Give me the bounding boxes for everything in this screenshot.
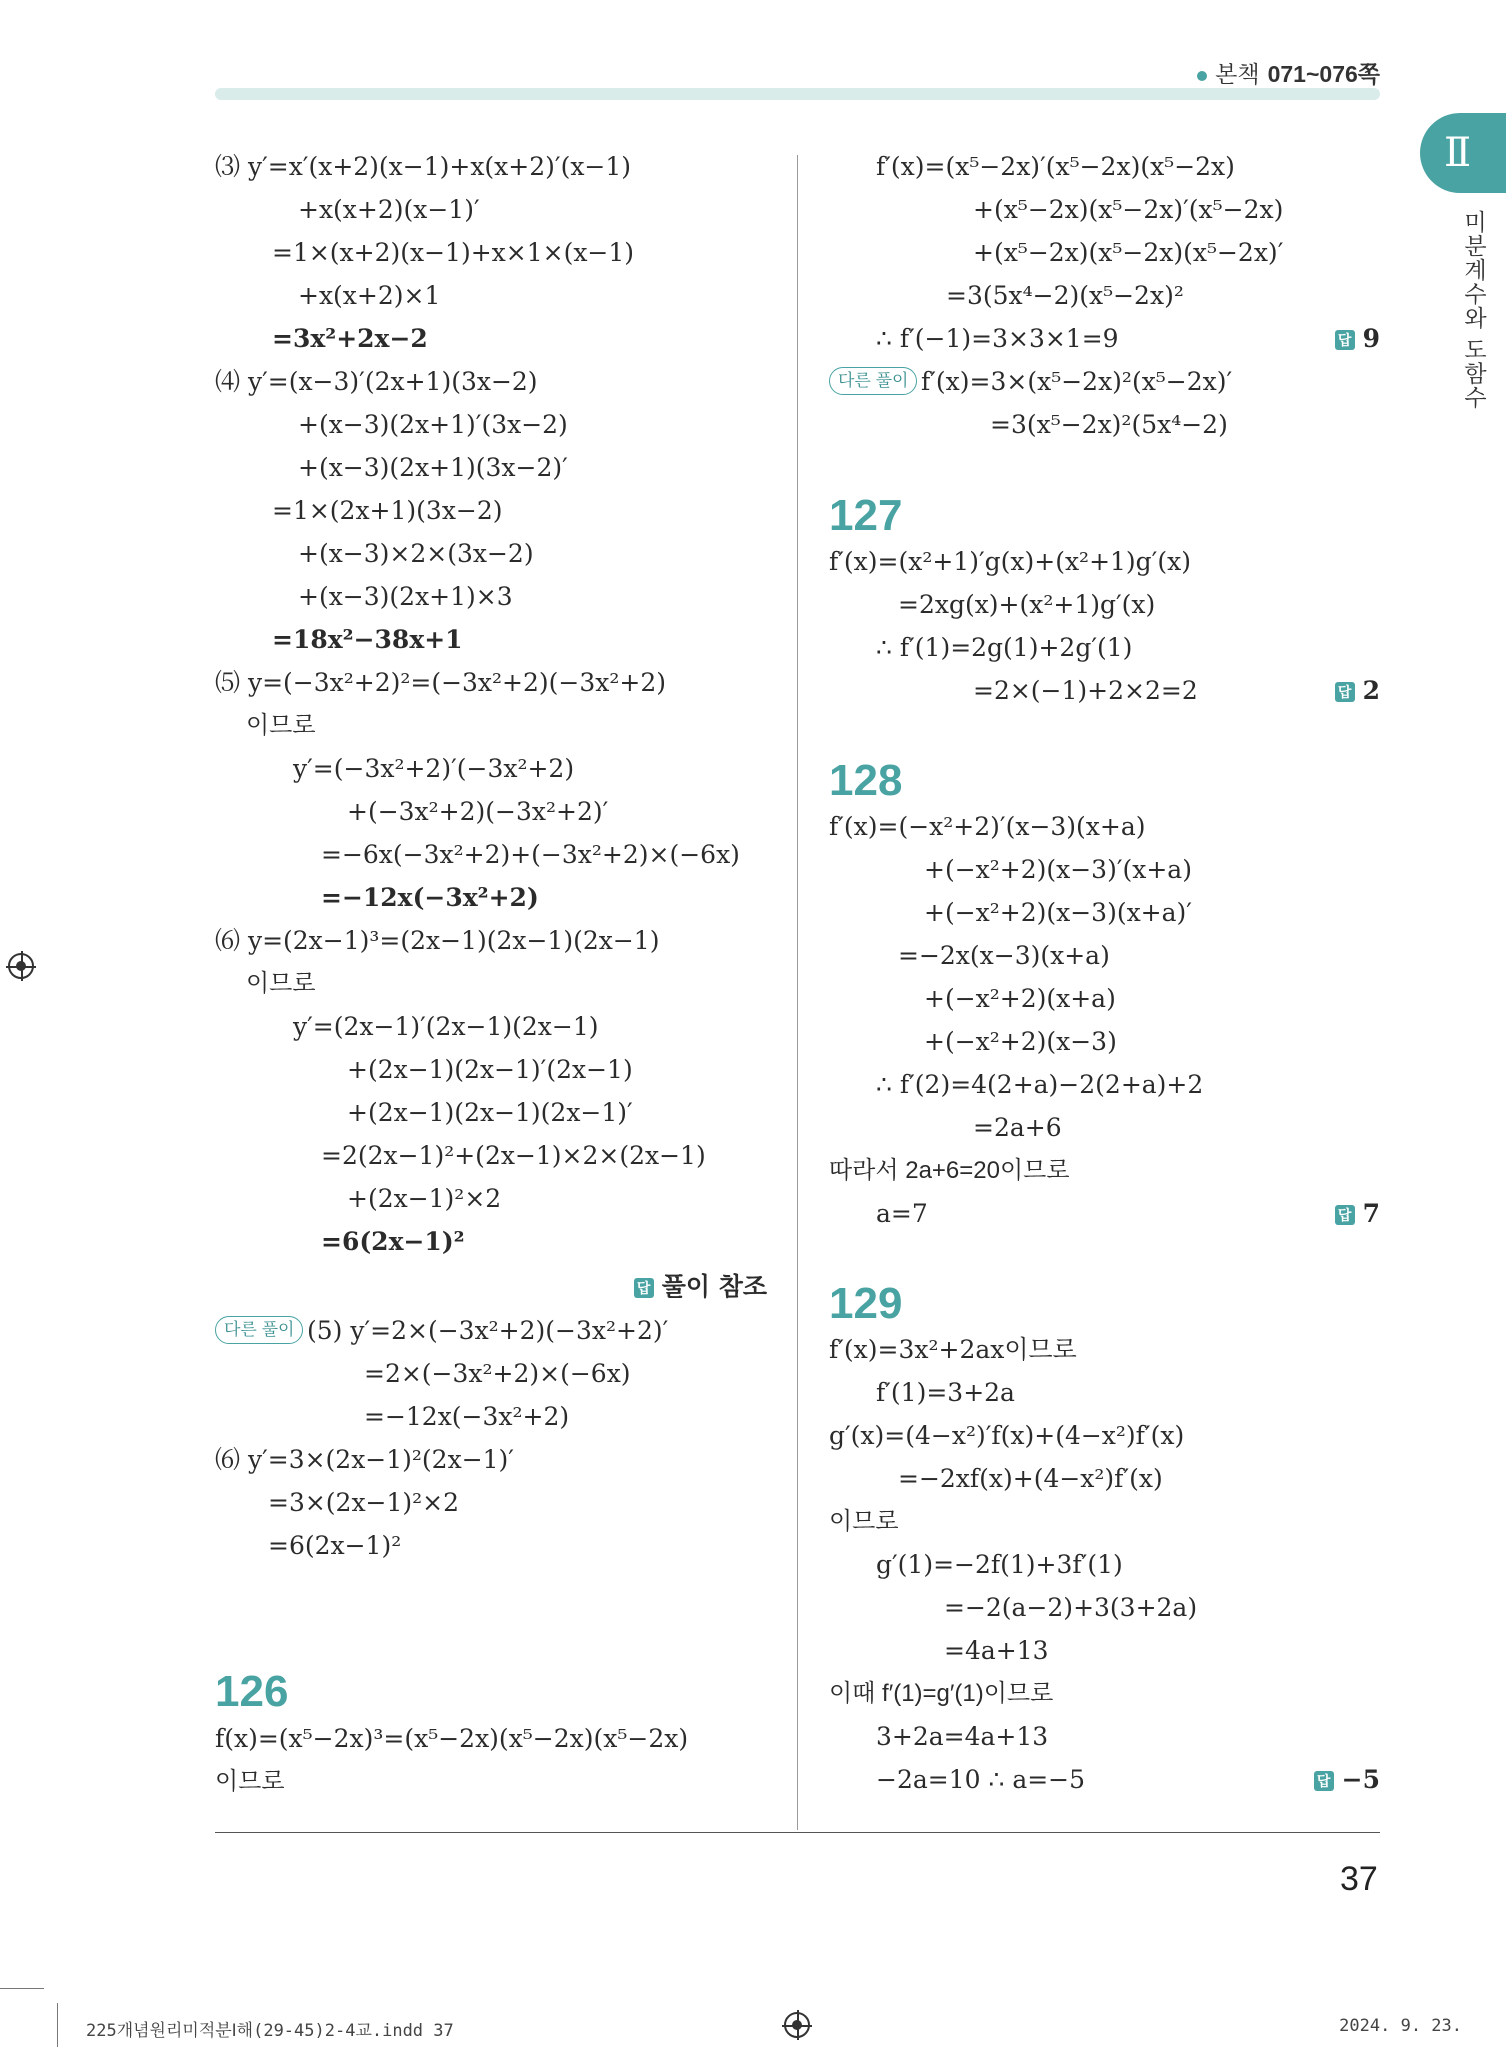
solution-line: 이므로 [829, 1508, 899, 1535]
page-range: 071~076쪽 [1267, 61, 1380, 87]
answer-tag-icon: 답 [634, 1278, 654, 1298]
answer-value: 7 [1362, 1199, 1380, 1228]
solution-line: ⑹ y′=3×(2x−1)²(2x−1)′ [215, 1445, 514, 1474]
problem-number: 126 [215, 1667, 289, 1716]
solution-line: f′(1)=3+2a [876, 1378, 1015, 1407]
solution-line: =6(2x−1)² [268, 1531, 402, 1560]
solution-line: =3×(2x−1)²×2 [268, 1488, 460, 1517]
answer-see-solution [634, 1272, 767, 1302]
answer-tag-icon: 답 [1335, 1205, 1355, 1225]
crop-mark [57, 2003, 58, 2047]
solution-line: =2a+6 [973, 1113, 1062, 1142]
solution-line: =1×(x+2)(x−1)+x×1×(x−1) [272, 238, 635, 267]
solution-line: ∴ f′(2)=4(2+a)−2(2+a)+2 [876, 1070, 1204, 1099]
solution-line: =2xg(x)+(x²+1)g′(x) [898, 590, 1156, 619]
problem-number: 128 [829, 756, 903, 805]
solution-result: =−12x(−3x²+2) [321, 883, 539, 912]
page-number: 37 [1340, 1860, 1378, 1898]
solution-line: f′(x)=3×(x⁵−2x)²(x⁵−2x)′ [921, 367, 1233, 396]
solution-line: g′(x)=(4−x²)′f(x)+(4−x²)f′(x) [829, 1421, 1185, 1450]
column-divider [797, 155, 798, 1830]
solution-line: =4a+13 [944, 1636, 1049, 1665]
answer-value: 2 [1362, 676, 1380, 705]
solution-line: −2a=10 ∴ a=−5 [876, 1765, 1086, 1794]
solution-line: ⑶ y′=x′(x+2)(x−1)+x(x+2)′(x−1) [215, 152, 632, 181]
solution-line: =−12x(−3x²+2) [364, 1402, 570, 1431]
solution-result: =18x²−38x+1 [272, 625, 463, 654]
solution-line: +(x⁵−2x)(x⁵−2x)(x⁵−2x)′ [973, 238, 1284, 267]
solution-line: =2(2x−1)²+(2x−1)×2×(2x−1) [321, 1141, 706, 1170]
solution-line: =2×(−3x²+2)×(−6x) [364, 1359, 631, 1388]
solution-line: 이므로 [246, 712, 316, 739]
solution-line: a=7 [876, 1199, 928, 1228]
bottom-rule [215, 1832, 1380, 1833]
book-page-reference [1197, 56, 1380, 89]
solution-line: f′(x)=(x⁵−2x)′(x⁵−2x)(x⁵−2x) [876, 152, 1235, 181]
problem-number: 127 [829, 491, 903, 540]
solution-line: =−2x(x−3)(x+a) [898, 941, 1110, 970]
solution-line: ∴ f′(1)=2g(1)+2g′(1) [876, 633, 1133, 662]
answer-tag-icon: 답 [1335, 682, 1355, 702]
solution-line: =−2(a−2)+3(3+2a) [944, 1593, 1198, 1622]
solution-line: +(2x−1)²×2 [347, 1184, 502, 1213]
solution-line: f′(x)=(−x²+2)′(x−3)(x+a) [829, 812, 1146, 841]
alt-solution-badge: 다른 풀이 [829, 367, 917, 395]
solution-line: +(x⁵−2x)(x⁵−2x)′(x⁵−2x) [973, 195, 1284, 224]
alt-solution-badge: 다른 풀이 [215, 1316, 303, 1344]
solution-result: =6(2x−1)² [321, 1227, 465, 1256]
solution-result: =3x²+2x−2 [272, 324, 428, 353]
solution-line: +(−x²+2)(x−3)′(x+a) [924, 855, 1192, 884]
solution-line: +(−3x²+2)(−3x²+2)′ [347, 797, 609, 826]
solution-line: g′(1)=−2f(1)+3f′(1) [876, 1550, 1123, 1579]
solution-line: 이므로 [246, 970, 316, 997]
solution-line: f′(x)=(x²+1)′g(x)+(x²+1)g′(x) [829, 547, 1191, 576]
solution-line: +(2x−1)(2x−1)(2x−1)′ [347, 1098, 633, 1127]
solution-line: ∴ f′(−1)=3×3×1=9 [876, 324, 1119, 353]
solution-line: 따라서 2a+6=20이므로 [829, 1157, 1070, 1184]
header-bar [215, 88, 1380, 100]
solution-line: +(x−3)(2x+1)′(3x−2) [298, 410, 568, 439]
problem-number: 129 [829, 1279, 903, 1328]
solution-line: =3(5x⁴−2)(x⁵−2x)² [946, 281, 1184, 310]
answer-128 [1335, 1199, 1380, 1229]
bullet-dot-icon [1197, 71, 1207, 81]
solution-line: ⑷ y′=(x−3)′(2x+1)(3x−2) [215, 367, 538, 396]
crop-mark [0, 1988, 44, 1989]
answer-129 [1314, 1765, 1380, 1795]
answer-tag-icon: 답 [1314, 1771, 1334, 1791]
solution-line: +(−x²+2)(x−3) [924, 1027, 1117, 1056]
solution-line: =3(x⁵−2x)²(5x⁴−2) [990, 410, 1228, 439]
footer-date: 2024. 9. 23. [1339, 2016, 1462, 2036]
footer-file-info: 225개념원리미적분Ⅰ해(29-45)2-4교.indd 37 [86, 2021, 454, 2041]
solution-line: 3+2a=4a+13 [876, 1722, 1049, 1751]
solution-line: ⑸ y=(−3x²+2)²=(−3x²+2)(−3x²+2) [215, 668, 666, 697]
answer-value: −5 [1341, 1765, 1380, 1794]
solution-line: +(x−3)(2x+1)(3x−2)′ [298, 453, 568, 482]
chapter-numeral: Ⅱ [1444, 130, 1472, 176]
solution-line: ⑹ y=(2x−1)³=(2x−1)(2x−1)(2x−1) [215, 926, 660, 955]
solution-line: 이므로 [215, 1768, 285, 1795]
registration-mark-icon [784, 2012, 810, 2038]
solution-line: +(x−3)(2x+1)×3 [298, 582, 513, 611]
solution-line: +(−x²+2)(x−3)(x+a)′ [924, 898, 1192, 927]
answer-value: 9 [1362, 324, 1380, 353]
chapter-tab [1420, 113, 1506, 193]
solution-line: =−2xf(x)+(4−x²)f′(x) [898, 1464, 1163, 1493]
solution-line: =1×(2x+1)(3x−2) [272, 496, 503, 525]
solution-line: =2×(−1)+2×2=2 [973, 676, 1198, 705]
answer-tag-icon: 답 [1335, 330, 1355, 350]
solution-line: (5) y′=2×(−3x²+2)(−3x²+2)′ [307, 1316, 669, 1345]
solution-line: f′(x)=3x²+2ax이므로 [829, 1335, 1077, 1364]
solution-line: y′=(−3x²+2)′(−3x²+2) [293, 754, 575, 783]
solution-line: +(x−3)×2×(3x−2) [298, 539, 534, 568]
answer-127 [1335, 676, 1380, 706]
answer-value: 풀이 참조 [661, 1272, 767, 1301]
chapter-title: 미분계수와 도함수 [1461, 210, 1487, 410]
solution-line: =−6x(−3x²+2)+(−3x²+2)×(−6x) [321, 840, 740, 869]
solution-line: 이때 f′(1)=g′(1)이므로 [829, 1680, 1054, 1707]
solution-line: +(−x²+2)(x+a) [924, 984, 1116, 1013]
solution-line: f(x)=(x⁵−2x)³=(x⁵−2x)(x⁵−2x)(x⁵−2x) [215, 1724, 689, 1753]
solution-line: +x(x+2)×1 [298, 281, 441, 310]
solution-line: +(2x−1)(2x−1)′(2x−1) [347, 1055, 633, 1084]
registration-mark-icon [8, 953, 34, 979]
solution-line: y′=(2x−1)′(2x−1)(2x−1) [293, 1012, 599, 1041]
answer-126 [1335, 324, 1380, 354]
book-ref-label: 본책 [1215, 61, 1260, 87]
solution-line: +x(x+2)(x−1)′ [298, 195, 480, 224]
